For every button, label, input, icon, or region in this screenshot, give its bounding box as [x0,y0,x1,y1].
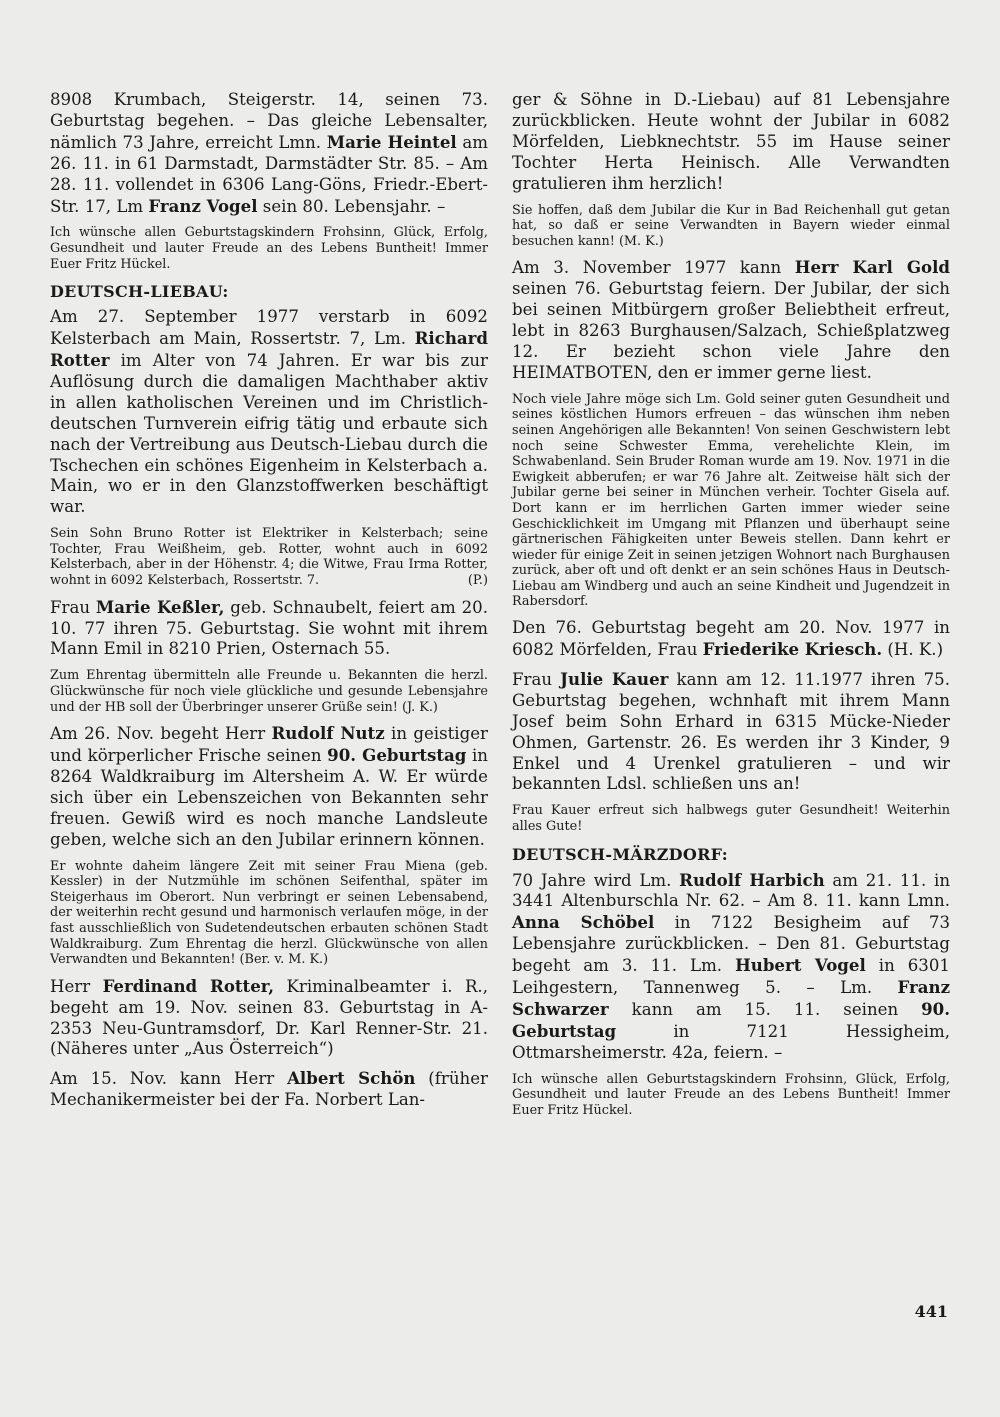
name-richard-rotter: Richard Rotter [50,328,488,371]
greeting-note-closing: Ich wünsche allen Geburtstagskindern Frohsinn, Glück, Erfolg, Gesundheit und lauter Freude an des Lebens Buntheit! Immer Euer Fritz Hückel. [512,1071,950,1118]
name-karl-gold: Herr Karl Gold [794,257,950,278]
paragraph-krumbach: 8908 Krumbach, Steigerstr. 14, seinen 73. Geburtstag begehen. – Das gleiche Lebensalter, nämlich 73 Jahre, erreicht Lmn. Marie Heintel am 26. 11. in 61 Darmstadt, Darmstädter Str. 85. – Am 28. 11. vollendet in 6306 Lang-Göns, Friedr.-Ebert-Str. 17, Lm Franz Vogel sein 80. Lebensjahr. – [50,90,488,216]
author-signature: (P.) [467,573,488,589]
paragraph-rudolf-nutz: Am 26. Nov. begeht Herr Rudolf Nutz in geistiger und körperlicher Frische seinen 90. Geburtstag in 8264 Waldkraiburg im Altersheim A. W. Er würde sich über ein Lebenszeichen von Bekannten sehr freuen. Gewiß wird es noch manche Landsleute geben, welche sich an den Jubilar erinnern können. [50,723,488,849]
section-heading-deutsch-maerzdorf: DEUTSCH-MÄRZDORF: [512,844,728,864]
name-friederike-kriesch: Friederike Kriesch. [702,638,883,659]
paragraph-albert-schoen: Am 15. Nov. kann Herr Albert Schön (früher Mechanikermeister bei der Fa. Norbert Lan- [50,1068,488,1110]
name-julie-kauer: Julie Kauer [560,668,669,689]
paragraph-karl-gold: Am 3. November 1977 kann Herr Karl Gold seinen 76. Geburtstag feiern. Der Jubilar, der sich bei seinen Mitbürgern großer Beliebtheit erfreut, lebt in 8263 Burghausen/Salzach, Schießplatzweg 12. Er bezieht schon viele Jahre den HEIMATBOTEN, den er immer gerne liest. [512,257,950,382]
name-rudolf-nutz: Rudolf Nutz [271,723,385,744]
paragraph-albert-schoen-cont: ger & Söhne in D.-Liebau) auf 81 Lebensjahre zurückblicken. Heute wohnt der Jubilar in 6082 Mörfelden, Liebknechtstr. 55 im Hause seiner Tochter Herta Heinisch. Alle Verwandten gratulieren ihm herzlich! [512,90,950,193]
page-number: 441 [914,1302,948,1321]
paragraph-ferdinand-rotter: Herr Ferdinand Rotter, Kriminalbeamter i. R., begeht am 19. Nov. seinen 83. Geburtstag in A-2353 Neu-Guntramsdorf, Dr. Karl Renner-Str. 21. (Näheres unter „Aus Österreich“) [50,975,488,1059]
note-nutz-biography: Er wohnte daheim längere Zeit mit seiner Frau Miena (geb. Kessler) in der Nutzmühle im schönen Seifenthal, später im Steigerhaus im Oberort. Nun verbringt er seinen Lebensabend, der weiterhin recht gesund und harmonisch verlaufen möge, in der fast ausschließlich von Sudetendeutschen erbauten schönen Stadt Waldkraiburg. Zum Ehrentag die herzl. Glückwünsche von allen Verwandten und Bekannten! (Ber. v. M. K.) [50,858,488,968]
name-albert-schoen: Albert Schön [287,1068,416,1089]
note-schoen-kur: Sie hoffen, daß dem Jubilar die Kur in Bad Reichenhall gut getan hat, so daß er seine Verwandten in Bayern wieder einmal besuchen kann! (M. K.) [512,202,950,249]
name-rudolf-harbich: Rudolf Harbich [679,869,825,890]
name-franz-schwarzer: Franz Schwarzer [512,977,950,1019]
birthday-90-schwarzer: 90. Geburtstag [512,998,950,1041]
note-rotter-family: Sein Sohn Bruno Rotter ist Elektriker in Kelsterbach; seine Tochter, Frau Weißheim, geb. Rotter, wohnt auch in 6092 Kelsterbach, aber in der Höhenstr. 4; die Witwe, Frau Irma Rotter, wohnt in 6092 Kelsterbach, Rossertstr. 7. (P.) [50,526,488,589]
paragraph-marie-kessler: Frau Marie Keßler, geb. Schnaubelt, feiert am 20. 10. 77 ihren 75. Geburtstag. Sie wohnt mit ihrem Mann Emil in 8210 Prien, Osternach 55. [50,596,488,659]
paragraph-friederike-kriesch: Den 76. Geburtstag begeht am 20. Nov. 1977 in 6082 Mörfelden, Frau Friederike Kriesch. (H. K.) [512,618,950,659]
name-ferdinand-rotter: Ferdinand Rotter, [102,975,275,996]
name-marie-heintel: Marie Heintel [326,131,457,152]
section-heading-deutsch-liebau: DEUTSCH-LIEBAU: [50,282,229,302]
name-anna-schoebel: Anna Schöbel [512,912,655,933]
greeting-note: Ich wünsche allen Geburtstagskindern Frohsinn, Glück, Erfolg, Gesundheit und lauter Freude an des Lebens Buntheit! Immer Euer Fritz Hückel. [50,225,488,272]
paragraph-julie-kauer: Frau Julie Kauer kann am 12. 11.1977 ihren 75. Geburtstag begehen, wchnhaft mit ihrem Mann Josef beim Sohn Erhard in 6315 Mücke-Nieder Ohmen, Gartenstr. 26. Es werden ihr 3 Kinder, 9 Enkel und 4 Urenkel gratulieren – und wir bekannten Ldsl. schließen uns an! [512,668,950,794]
note-gold-biography: Noch viele Jahre möge sich Lm. Gold seiner guten Gesundheit und seines köstlichen Humors erfreuen – das wünschen ihm neben seinen Angehörigen alle Bekannten! Von seinen Geschwistern lebt noch seine Schwester Emma, verehelichte Klein, im Schwabenland. Sein Bruder Roman wurde am 19. Nov. 1971 in die Ewigkeit abberufen; er war 76 Jahre alt. Zeitweise hält sich der Jubilar gerne bei seiner in München verheir. Tochter Gisela auf. Dort kann er im herrlichen Garten immer wieder seine Geschicklichkeit im Umgang mit Pflanzen und überhaupt seine gärtnerischen Fähigkeiten unter Beweis stellen. Dann kehrt er wieder für einige Zeit in seinen jetzigen Wohnort nach Burghausen zurück, aber oft und oft denkt er an sein schönes Haus in Deutsch-Liebau am Windberg und auch an seine Kindheit und Jugendzeit in Rabersdorf. [512,391,950,610]
note-kauer-health: Frau Kauer erfreut sich halbwegs guter Gesundheit! Weiterhin alles Gute! [512,803,950,834]
name-marie-kessler: Marie Keßler, [95,596,225,617]
note-kessler-greetings: Zum Ehrentag übermitteln alle Freunde u. Bekannten die herzl. Glückwünsche für noch viele glückliche und gesunde Lebensjahre und der HB soll der Überbringer unserer Grüße sein! (J. K.) [50,668,488,715]
name-franz-vogel: Franz Vogel [148,195,258,216]
paragraph-maerzdorf-birthdays: 70 Jahre wird Lm. Rudolf Harbich am 21. 11. in 3441 Altenburschla Nr. 62. – Am 8. 11. kann Lmn. Anna Schöbel in 7122 Besigheim auf 73 Lebensjahre zurückblicken. – Den 81. Geburtstag begeht am 3. 11. Lm. Hubert Vogel in 6301 Leihgestern, Tannenweg 5. – Lm. Franz Schwarzer kann am 15. 11. seinen 90. Geburtstag in 7121 Hessigheim, Ottmarsheimerstr. 42a, feiern. – [512,869,951,1062]
right-column [512,90,950,1126]
left-column [50,90,488,1119]
birthday-90: 90. Geburtstag [327,745,467,766]
paragraph-richard-rotter: Am 27. September 1977 verstarb in 6092 Kelsterbach am Main, Rossertstr. 7, Lm. Richard Rotter im Alter von 74 Jahren. Er war bis zur Auflösung durch die damaligen Machthaber aktiv in allen katholischen Vereinen und im Christlich-deutschen Turnverein eifrig tätig und erbaute sich nach der Vertreibung aus Deutsch-Liebau durch die Tschechen ein schönes Eigenheim in Kelsterbach a. Main, wo er in den Glanzstoffwerken beschäftigt war. [50,307,488,517]
name-hubert-vogel: Hubert Vogel [735,955,866,976]
